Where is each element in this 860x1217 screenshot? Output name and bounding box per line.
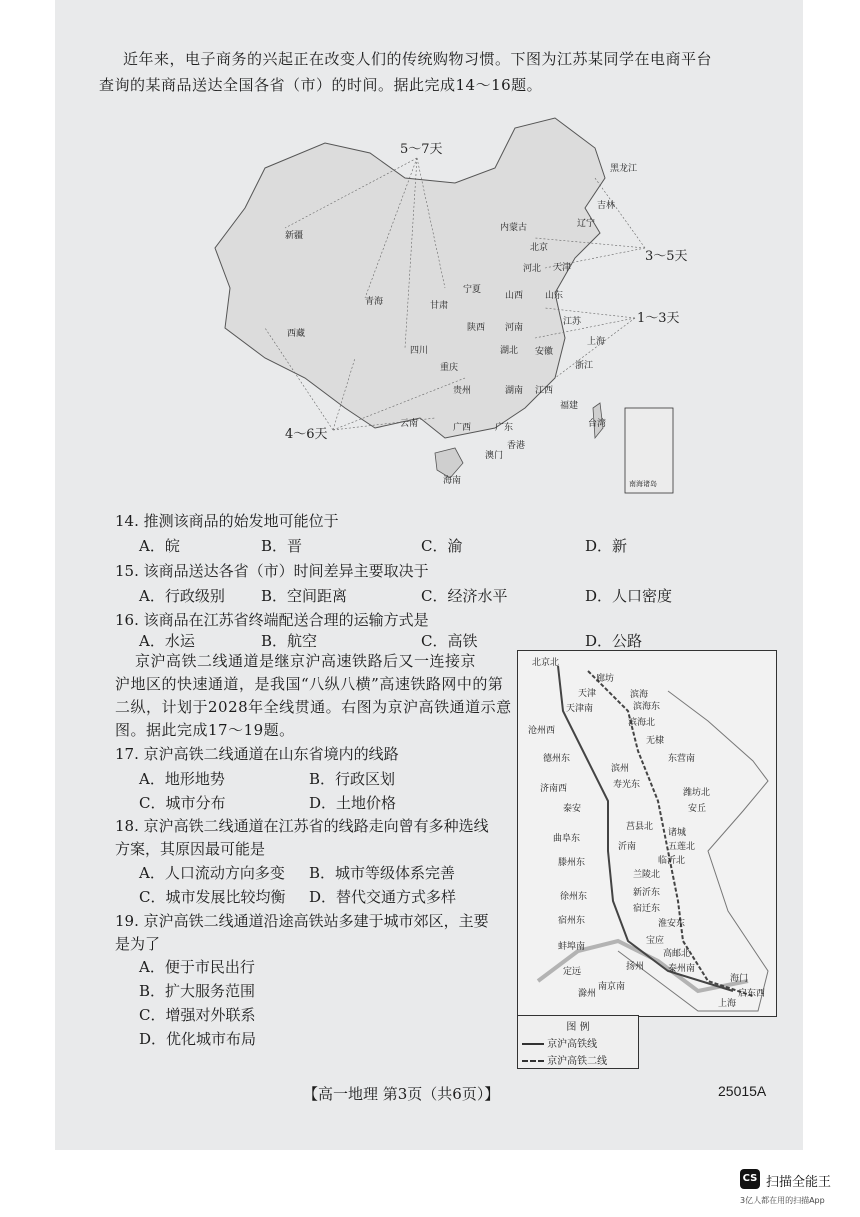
- exam-code: 25015A: [718, 1083, 767, 1099]
- label-yunnan: 云南: [400, 419, 419, 429]
- label-macau: 澳门: [485, 451, 504, 461]
- label-jiangsu: 江苏: [563, 317, 582, 327]
- label-hubei: 湖北: [500, 346, 519, 356]
- label-henan: 河南: [505, 323, 524, 333]
- station-yangzhou: 扬州: [626, 962, 645, 972]
- station-shouguangdong: 寿光东: [613, 780, 641, 790]
- legend-item-1: 京沪高铁线: [522, 1035, 638, 1050]
- station-dongyingnan: 东营南: [668, 754, 696, 764]
- station-chuzhou: 滁州: [578, 989, 597, 999]
- station-weifangbei: 潍坊北: [683, 788, 711, 798]
- station-langfang: 廊坊: [596, 674, 615, 684]
- station-binhaibei: 滨海北: [628, 718, 656, 728]
- label-anhui: 安徽: [535, 347, 554, 357]
- question-18-cont: 方案，其原因最可能是: [115, 840, 266, 858]
- app-name: 扫描全能王: [766, 1175, 832, 1190]
- station-xinyidong: 新沂东: [633, 888, 661, 898]
- label-shaanxi: 陕西: [467, 323, 486, 333]
- label-guangxi: 广西: [453, 423, 472, 433]
- range-label-5-7: 5～7天: [400, 142, 443, 157]
- q14-option-a: A．皖: [139, 537, 180, 555]
- question-19: 19. 京沪高铁二线通道沿途高铁站多建于城市郊区，主要: [115, 912, 489, 930]
- q16-option-b: B．航空: [261, 632, 318, 650]
- label-liaoning: 辽宁: [577, 219, 596, 229]
- station-tengzhoudong: 滕州东: [558, 858, 586, 868]
- station-tianjinnan: 天津南: [566, 704, 594, 714]
- q16-option-a: A．水运: [139, 632, 195, 650]
- label-taiwan: 台湾: [588, 419, 607, 429]
- legend-title: 图 例: [566, 1022, 590, 1033]
- intro-line-2: 查询的某商品送达全国各省（市）的时间。据此完成14～16题。: [99, 76, 543, 94]
- label-xizang: 西藏: [287, 329, 306, 339]
- q17-option-a: A．地形地势: [139, 770, 225, 788]
- q18-option-c: C．城市发展比较均衡: [139, 888, 286, 906]
- station-haimen: 海门: [730, 974, 749, 984]
- label-jiangxi: 江西: [535, 386, 554, 396]
- question-18: 18. 京沪高铁二线通道在江苏省的线路走向曾有多种选线: [115, 817, 489, 835]
- label-beijing: 北京: [530, 243, 549, 253]
- q19-option-c: C．增强对外联系: [139, 1006, 256, 1024]
- label-hongkong: 香港: [507, 441, 526, 451]
- station-nanjingnan: 南京南: [598, 982, 626, 992]
- station-tianjin: 天津: [578, 689, 597, 699]
- q17-option-d: D．土地价格: [309, 794, 397, 812]
- passage2-line-3: 二纵，计划于2028年全线贯通。右图为京沪高铁通道示意: [115, 698, 512, 716]
- range-label-3-5: 3～5天: [645, 249, 688, 264]
- label-gansu: 甘肃: [430, 301, 449, 311]
- label-hebei: 河北: [523, 264, 542, 274]
- station-wulianbei: 五莲北: [668, 842, 696, 852]
- station-gaoyoubei: 高邮北: [663, 949, 691, 959]
- q15-option-b: B．空间距离: [261, 587, 348, 605]
- station-juxianbei: 莒县北: [626, 822, 654, 832]
- dashed-line-icon: [522, 1060, 544, 1062]
- intro-line-1: 近年来，电子商务的兴起正在改变人们的传统购物习惯。下图为江苏某同学在电商平台: [123, 50, 713, 68]
- solid-line-icon: [522, 1043, 544, 1045]
- q14-option-c: C．渝: [421, 537, 463, 555]
- q17-option-c: C．城市分布: [139, 794, 226, 812]
- scanner-watermark: [740, 1165, 850, 1215]
- label-neimenggu: 内蒙古: [500, 223, 528, 233]
- passage2-line-2: 沪地区的快速通道，是我国“八纵八横”高速铁路网中的第: [115, 675, 504, 693]
- label-zhejiang: 浙江: [575, 361, 594, 371]
- q15-option-c: C．经济水平: [421, 587, 508, 605]
- q18-option-a: A．人口流动方向多变: [139, 864, 285, 882]
- q17-option-b: B．行政区划: [309, 770, 396, 788]
- label-hunan: 湖南: [505, 386, 524, 396]
- q16-option-d: D．公路: [585, 632, 643, 650]
- station-dingyuan: 定远: [563, 967, 582, 977]
- page-footer: 【高一地理 第3页（共6页）】: [303, 1085, 500, 1103]
- station-lanlingbei: 兰陵北: [633, 870, 661, 880]
- station-suzhoudong: 宿州东: [558, 916, 586, 926]
- q19-option-a: A．便于市民出行: [139, 958, 255, 976]
- inset-label: 南海诸岛: [629, 480, 657, 488]
- station-qidongxi: 启东西: [738, 989, 766, 999]
- range-label-4-6: 4～6天: [285, 427, 328, 442]
- station-taizhounan: 泰州南: [668, 964, 696, 974]
- hainan-island: [435, 448, 463, 478]
- station-suqiandong: 宿迁东: [633, 904, 661, 914]
- q14-option-d: D．新: [585, 537, 628, 555]
- label-shanxi: 山西: [505, 291, 524, 301]
- q19-option-d: D．优化城市布局: [139, 1030, 257, 1048]
- station-cangzhouxi: 沧州西: [528, 726, 556, 736]
- station-zhucheng: 诸城: [668, 828, 687, 838]
- map-legend: [517, 1015, 639, 1069]
- station-binhai: 滨海: [630, 690, 649, 700]
- label-xinjiang: 新疆: [285, 231, 304, 241]
- rail-corridor-map: [517, 650, 777, 1017]
- station-linyibei: 临沂北: [658, 856, 686, 866]
- station-taian: 泰安: [563, 804, 582, 814]
- station-anqiu: 安丘: [688, 804, 707, 814]
- q15-option-d: D．人口密度: [585, 587, 673, 605]
- station-bengbunan: 蚌埠南: [558, 942, 586, 952]
- label-jilin: 吉林: [597, 201, 616, 211]
- app-tagline: 3亿人都在用的扫描App: [740, 1196, 825, 1205]
- label-ningxia: 宁夏: [463, 285, 482, 295]
- label-tianjin: 天津: [553, 263, 572, 273]
- range-label-1-3: 1～3天: [637, 311, 680, 326]
- legend-item-2: 京沪高铁二线: [522, 1052, 638, 1067]
- label-heilongjiang: 黑龙江: [610, 164, 638, 174]
- label-fujian: 福建: [560, 401, 579, 411]
- q19-option-b: B．扩大服务范围: [139, 982, 256, 1000]
- station-yinan: 沂南: [618, 842, 637, 852]
- label-guangdong: 广东: [495, 423, 514, 433]
- passage2-line-1: 京沪高铁二线通道是继京沪高速铁路后又一连接京: [135, 652, 477, 670]
- station-dezhoudong: 德州东: [543, 754, 571, 764]
- question-19-cont: 是为了: [115, 935, 161, 953]
- china-delivery-map: [205, 108, 688, 498]
- label-hainan: 海南: [443, 476, 462, 486]
- q15-option-a: A．行政级别: [139, 587, 225, 605]
- q16-option-c: C．高铁: [421, 632, 478, 650]
- question-17: 17. 京沪高铁二线通道在山东省境内的线路: [115, 745, 399, 763]
- app-logo-icon: CS: [740, 1169, 760, 1189]
- passage2-line-4: 图。据此完成17～19题。: [115, 721, 295, 739]
- station-binzhou: 滨州: [611, 764, 630, 774]
- station-beijingbei: 北京北: [532, 658, 560, 668]
- q14-option-b: B．晋: [261, 537, 303, 555]
- station-shanghai: 上海: [718, 999, 737, 1009]
- station-jinanxi: 济南西: [540, 784, 568, 794]
- label-sichuan: 四川: [410, 346, 429, 356]
- station-huaiandong: 淮安东: [658, 919, 686, 929]
- question-14: 14. 推测该商品的始发地可能位于: [115, 512, 339, 530]
- label-chongqing: 重庆: [440, 363, 459, 373]
- station-baoying: 宝应: [646, 936, 665, 946]
- q18-option-b: B．城市等级体系完善: [309, 864, 456, 882]
- question-16: 16. 该商品在江苏省终端配送合理的运输方式是: [115, 611, 429, 629]
- label-shandong: 山东: [545, 291, 564, 301]
- label-shanghai: 上海: [587, 337, 606, 347]
- station-wudi: 无棣: [646, 736, 665, 746]
- question-15: 15. 该商品送达各省（市）时间差异主要取决于: [115, 562, 429, 580]
- station-binhaidong: 滨海东: [633, 702, 661, 712]
- station-qufudong: 曲阜东: [553, 834, 581, 844]
- q18-option-d: D．替代交通方式多样: [309, 888, 457, 906]
- station-xuzhoudong: 徐州东: [560, 892, 588, 902]
- exam-page: [55, 0, 803, 1150]
- label-qinghai: 青海: [365, 297, 384, 307]
- label-guizhou: 贵州: [453, 386, 472, 396]
